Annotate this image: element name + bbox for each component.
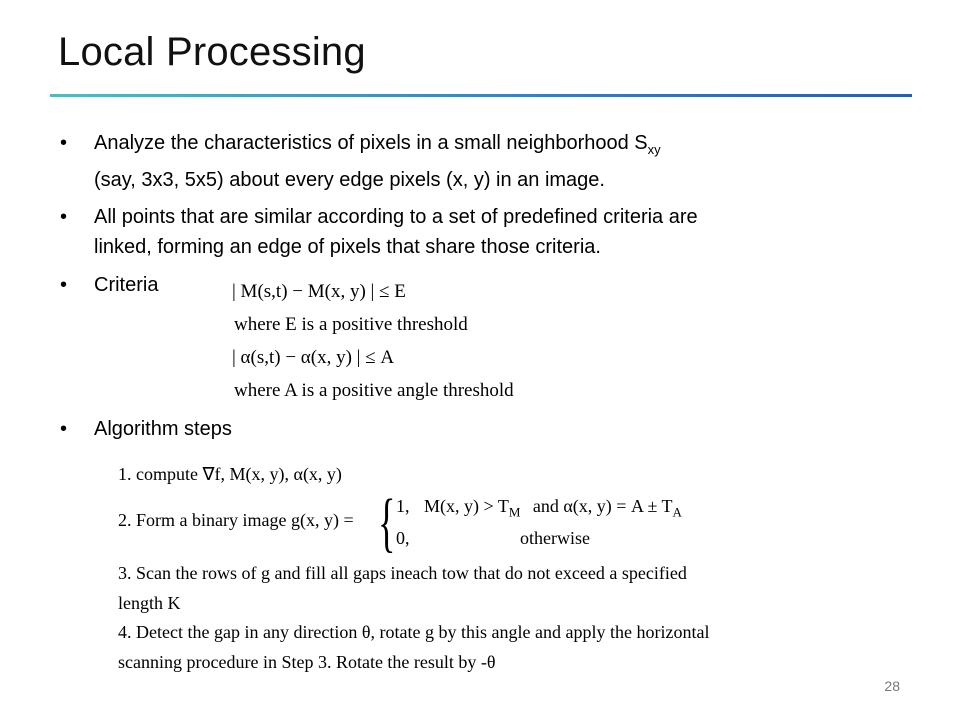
bullet-text: Algorithm steps xyxy=(94,418,232,440)
step-2-case-1-sub: M xyxy=(508,504,521,520)
bullet-2-line-2: linked, forming an edge of pixels that share those criteria. xyxy=(94,236,601,258)
slide-title: Local Processing xyxy=(58,30,366,74)
step-2-prefix: 2. Form a binary image g(x, y) = xyxy=(118,510,354,530)
step-1: 1. compute ∇f, M(x, y), α(x, y) xyxy=(118,464,342,484)
step-2-case-2-value: 0, xyxy=(396,528,410,548)
bullet-text: Criteria xyxy=(94,274,159,296)
bullet-1-subscript: xy xyxy=(647,142,661,157)
step-2-case-1-value: 1, xyxy=(396,496,410,516)
step-2-case-1-condition xyxy=(424,496,682,521)
bullet-dot: • xyxy=(60,418,68,440)
step-3-line-2: length K xyxy=(118,593,181,613)
bullet-text xyxy=(94,202,894,262)
step-2-case-1-and: and α(x, y) = A ± T xyxy=(532,496,673,516)
step-2-case-2-condition: otherwise xyxy=(520,528,590,548)
bullet-1-line-2: (say, 3x3, 5x5) about every edge pixels (x, y) in an image. xyxy=(94,169,605,191)
step-4-line-1: 4. Detect the gap in any direction θ, rotate g by this angle and apply the horizontal xyxy=(118,622,710,642)
page-number: 28 xyxy=(884,678,900,694)
criteria-angle: | α(s,t) − α(x, y) | ≤ A xyxy=(232,347,395,368)
bullet-text xyxy=(94,128,894,195)
bullet-2-line-1: All points that are similar according to a set of predefined criteria are xyxy=(94,206,698,228)
bullet-dot: • xyxy=(60,132,68,154)
step-2-brace: { xyxy=(378,486,396,559)
criteria-angle-note: where A is a positive angle threshold xyxy=(234,380,514,401)
step-2-case-1-sub-2: A xyxy=(672,504,682,520)
step-2-case-1-cond-text: M(x, y) > T xyxy=(424,496,509,516)
bullet-1-line-1: Analyze the characteristics of pixels in a small neighborhood S xyxy=(94,132,648,154)
bullet-dot: • xyxy=(60,206,68,228)
criteria-magnitude: | M(s,t) − M(x, y) | ≤ E xyxy=(232,281,406,302)
bullet-dot: • xyxy=(60,274,68,296)
title-divider xyxy=(50,94,912,97)
step-3-line-1: 3. Scan the rows of g and fill all gaps ineach tow that do not exceed a specified xyxy=(118,563,687,583)
step-4-line-2: scanning procedure in Step 3. Rotate the result by -θ xyxy=(118,652,496,672)
criteria-magnitude-note: where E is a positive threshold xyxy=(234,314,468,335)
